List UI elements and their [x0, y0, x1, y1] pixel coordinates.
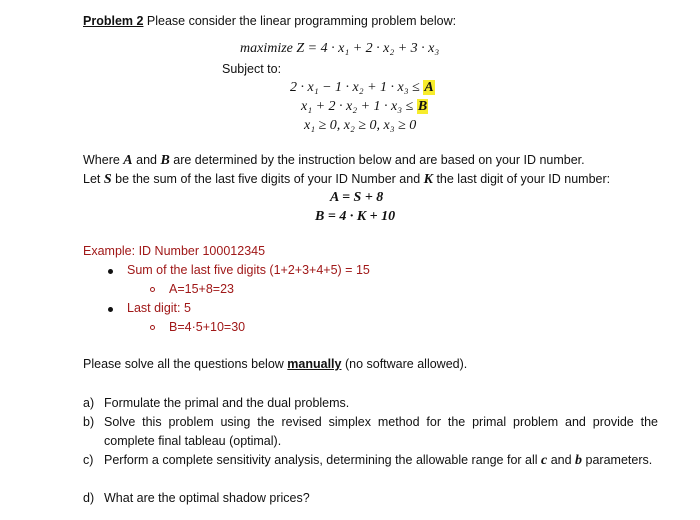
constraint-2-rhs: B — [417, 99, 428, 114]
question-text: Solve this problem using the revised simplex method for the primal problem and provide the complete final tableau (optimal). — [104, 415, 658, 448]
problem-intro: Please consider the linear programming problem below: — [143, 14, 457, 28]
manually-emphasis: manually — [287, 357, 342, 371]
question-label: b) — [83, 415, 95, 429]
where-text: Let — [83, 172, 104, 186]
param-s: S — [103, 172, 112, 187]
question-label: c) — [83, 453, 94, 467]
question-text — [104, 451, 658, 470]
objective-function: maximize Z = 4 · x₁ + 2 · x₂ + 3 · x₃ — [240, 41, 440, 56]
example-sub-1: A=15+8=23 — [169, 282, 234, 296]
instructions — [83, 357, 467, 371]
param-c: c — [541, 453, 548, 468]
circle-bullet-icon — [150, 287, 155, 292]
constraint-1-rhs: A — [424, 80, 434, 95]
where-text: the last digit of your ID number: — [432, 172, 611, 186]
example-sub-2: B=4·5+10=30 — [169, 320, 246, 334]
nonnegativity-constraint: x₁ ≥ 0, x₂ ≥ 0, x₃ ≥ 0 — [304, 118, 417, 133]
question-text-part: Perform a complete sensitivity analysis, determining the allowable range for all — [104, 453, 542, 467]
problem-title: Problem 2 — [83, 14, 144, 28]
question-text: What are the optimal shadow prices? — [104, 491, 310, 505]
question-label: a) — [83, 396, 95, 410]
param-b: B — [160, 153, 170, 168]
param-b-vector: b — [575, 453, 583, 468]
problem-header — [83, 14, 456, 28]
param-a: A — [123, 153, 133, 168]
question-a — [83, 394, 658, 413]
constraint-1-expr: 2 · x₁ − 1 · x₂ + 1 · x₃ ≤ — [290, 80, 424, 95]
where-text: Where — [83, 153, 124, 167]
bullet-icon — [108, 307, 113, 312]
instructions-text: (no software allowed). — [341, 357, 468, 371]
bullet-icon — [108, 269, 113, 274]
question-b — [83, 413, 658, 451]
constraint-2 — [301, 99, 428, 115]
instructions-text: Please solve all the questions below — [83, 357, 288, 371]
subject-to-label: Subject to: — [222, 62, 282, 76]
where-text: and — [132, 153, 161, 167]
example-title: Example: ID Number 100012345 — [83, 244, 266, 258]
param-k: K — [423, 172, 433, 187]
circle-bullet-icon — [150, 325, 155, 330]
question-text-part: parameters. — [582, 453, 653, 467]
question-d — [83, 489, 658, 508]
constraint-2-expr: x₁ + 2 · x₂ + 1 · x₃ ≤ — [301, 99, 417, 114]
question-text: Formulate the primal and the dual problems. — [104, 396, 350, 410]
equation-a: A = S + 8 — [330, 190, 384, 205]
where-line-2 — [83, 172, 610, 188]
question-c — [83, 451, 658, 489]
question-text-part: and — [547, 453, 576, 467]
where-text: be the sum of the last five digits of your ID Number and — [111, 172, 424, 186]
example-bullet-2: Last digit: 5 — [127, 301, 191, 315]
where-line-1 — [83, 153, 585, 169]
where-text: are determined by the instruction below and are based on your ID number. — [169, 153, 585, 167]
example-bullet-1: Sum of the last five digits (1+2+3+4+5) = 15 — [127, 263, 370, 277]
question-label: d) — [83, 491, 95, 505]
constraint-1 — [290, 80, 435, 96]
equation-b: B = 4 · K + 10 — [315, 209, 396, 224]
